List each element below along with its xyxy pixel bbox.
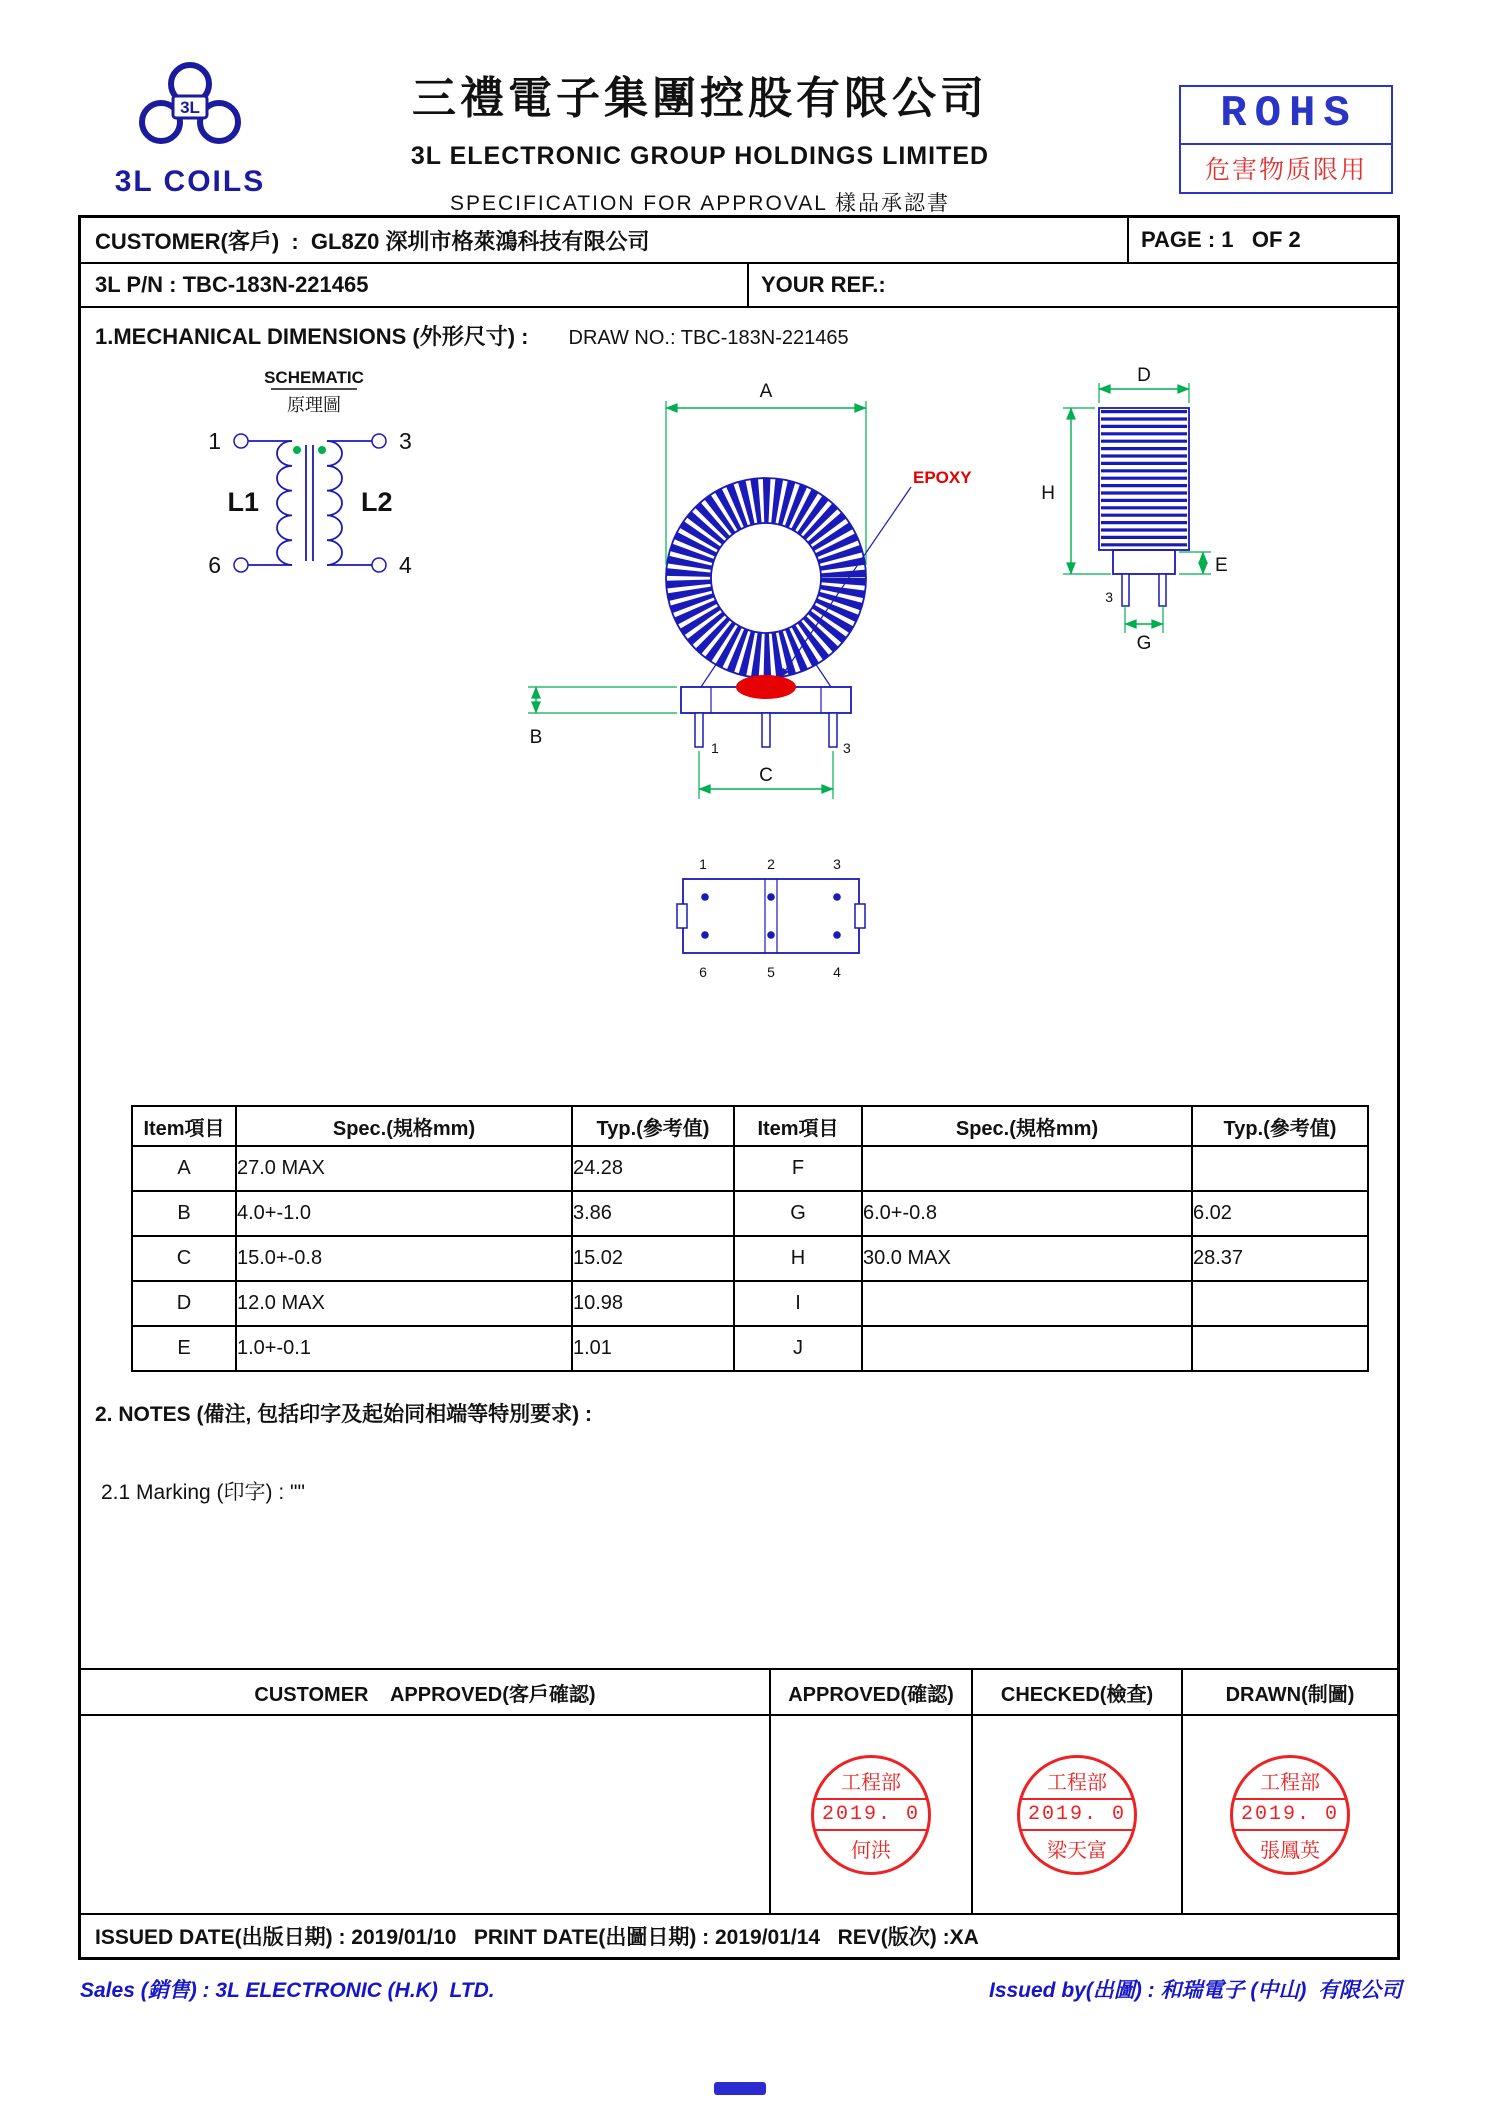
- logo-trefoil-icon: [115, 58, 265, 158]
- part-number: 3L P/N : TBC-183N-221465: [81, 264, 749, 306]
- front-pin-label-3: 3: [843, 740, 851, 756]
- cell-spec: 4.0+-1.0: [236, 1191, 572, 1236]
- table-row: [132, 1146, 1368, 1191]
- dim-h-label: H: [1041, 483, 1055, 504]
- cell-item: H: [734, 1236, 862, 1281]
- logo-mark-text: 3L: [180, 98, 200, 117]
- core-lines: [306, 445, 313, 561]
- col-header-typ1: Typ.(參考值): [572, 1106, 734, 1146]
- drawn-header: DRAWN(制圖): [1181, 1670, 1397, 1714]
- company-logo: [100, 58, 280, 199]
- cell-typ: 15.02: [572, 1236, 734, 1281]
- stamp-date: 2019. 0: [1020, 1798, 1134, 1831]
- stamp-dept: 工程部: [1047, 1772, 1107, 1794]
- cell-item: E: [132, 1326, 236, 1371]
- col-header-spec2: Spec.(規格mm): [862, 1106, 1192, 1146]
- side-pin-right: [1159, 574, 1166, 606]
- side-base: [1113, 550, 1175, 574]
- stamp-name: 梁天富: [1047, 1840, 1107, 1862]
- cell-spec: 27.0 MAX: [236, 1146, 572, 1191]
- document-title: SPECIFICATION FOR APPROVAL 樣品承認書: [449, 192, 950, 215]
- cell-item: D: [132, 1281, 236, 1326]
- customer-cell: [81, 218, 1127, 262]
- header-titles: [310, 62, 1090, 217]
- sales-info: Sales (銷售) : 3L ELECTRONIC (H.K) LTD.: [80, 1979, 495, 2002]
- cell-typ: 3.86: [572, 1191, 734, 1236]
- customer-approved-cell: [81, 1716, 769, 1913]
- issued-by-info: Issued by(出圖) : 和瑞電子 (中山) 有限公司: [988, 1979, 1402, 2002]
- cell-item: G: [734, 1191, 862, 1236]
- cell-spec: 6.0+-0.8: [862, 1191, 1192, 1236]
- cell-item: J: [734, 1326, 862, 1371]
- dim-d-label: D: [1137, 365, 1151, 386]
- side-pin-label: 3: [1105, 589, 1113, 605]
- cell-spec: 30.0 MAX: [862, 1236, 1192, 1281]
- polarity-dot-l2: [318, 446, 326, 454]
- stamp-dept: 工程部: [841, 1772, 901, 1794]
- bottom-pin-label-2: 2: [767, 856, 775, 872]
- front-pin-3: [829, 713, 837, 747]
- approval-body-row: [81, 1716, 1397, 1913]
- rohs-title: ROHS: [1181, 87, 1391, 145]
- cell-spec: 12.0 MAX: [236, 1281, 572, 1326]
- cell-spec: 15.0+-0.8: [236, 1236, 572, 1281]
- your-ref-label: YOUR REF.:: [761, 272, 886, 297]
- coil-l1-symbol: [277, 441, 292, 565]
- dim-a-label: A: [759, 381, 773, 402]
- cell-item: I: [734, 1281, 862, 1326]
- cell-item: C: [132, 1236, 236, 1281]
- dim-g-label: G: [1136, 633, 1152, 654]
- front-pin-1: [695, 713, 703, 747]
- table-row: [132, 1281, 1368, 1326]
- pin-label-6: 6: [208, 552, 221, 578]
- schematic-title: SCHEMATIC: [264, 368, 364, 387]
- bottom-pin-label-3: 3: [833, 856, 841, 872]
- checked-cell: [971, 1716, 1181, 1913]
- front-pin-2: [762, 713, 770, 747]
- company-name-en: 3L ELECTRONIC GROUP HOLDINGS LIMITED: [410, 142, 990, 170]
- coil-label-l1: L1: [227, 487, 259, 517]
- front-pin-label-1: 1: [711, 740, 719, 756]
- cell-spec: [862, 1281, 1192, 1326]
- front-view: [528, 381, 972, 799]
- side-pin-left: [1122, 574, 1129, 606]
- cell-item: F: [734, 1146, 862, 1191]
- stamp-date: 2019. 0: [814, 1798, 928, 1831]
- bottom-view: [677, 856, 865, 980]
- table-row: [132, 1236, 1368, 1281]
- cell-typ: [1192, 1146, 1368, 1191]
- bottom-pin-label-1: 1: [699, 856, 707, 872]
- cell-item: A: [132, 1146, 236, 1191]
- bottom-pin-label-5: 5: [767, 964, 775, 980]
- col-header-spec1: Spec.(規格mm): [236, 1106, 572, 1146]
- terminal-1: [234, 434, 248, 448]
- table-row: [132, 1326, 1368, 1371]
- stamp-name: 張鳳英: [1260, 1840, 1320, 1862]
- col-header-typ2: Typ.(參考值): [1192, 1106, 1368, 1146]
- footprint-notch-left: [677, 904, 687, 928]
- approval-header-row: [81, 1668, 1397, 1716]
- epoxy-label: EPOXY: [913, 468, 972, 487]
- page-bottom-mark: [714, 2082, 766, 2095]
- side-view: [1041, 365, 1227, 654]
- cell-spec: 1.0+-0.1: [236, 1326, 572, 1371]
- rohs-badge: [1179, 85, 1393, 194]
- cell-spec: [862, 1326, 1192, 1371]
- dimension-table: [131, 1105, 1369, 1372]
- terminal-3: [372, 434, 386, 448]
- main-frame: [78, 215, 1400, 1960]
- cell-typ: 6.02: [1192, 1191, 1368, 1236]
- drawn-stamp: [1230, 1755, 1350, 1875]
- bottom-pin-label-4: 4: [833, 964, 841, 980]
- cell-typ: [1192, 1281, 1368, 1326]
- section1-title: 1.MECHANICAL DIMENSIONS (外形尺寸) :: [95, 324, 529, 349]
- coil-l2-symbol: [327, 441, 342, 565]
- logo-text: 3L COILS: [114, 165, 266, 198]
- customer-approved-header: CUSTOMER APPROVED(客戶確認): [254, 1683, 596, 1706]
- coil-label-l2: L2: [361, 487, 393, 517]
- epoxy-blob: [736, 675, 796, 699]
- approved-cell: [769, 1716, 971, 1913]
- terminal-6: [234, 558, 248, 572]
- customer-row: [81, 218, 1397, 264]
- stamp-date: 2019. 0: [1233, 1798, 1347, 1831]
- rohs-subtitle: 危害物质限用: [1204, 156, 1367, 184]
- pin-label-1: 1: [208, 428, 221, 454]
- dim-b-label: B: [529, 727, 543, 748]
- part-number-row: [81, 264, 1397, 308]
- mechanical-drawing: [81, 353, 1401, 1093]
- dim-c-label: C: [759, 765, 773, 786]
- stamp-name: 何洪: [851, 1840, 891, 1862]
- checked-header: CHECKED(檢查): [971, 1670, 1181, 1714]
- approved-stamp: [811, 1755, 931, 1875]
- terminal-4: [372, 558, 386, 572]
- cell-typ: 28.37: [1192, 1236, 1368, 1281]
- cell-typ: 1.01: [572, 1326, 734, 1371]
- footprint-body: [683, 879, 859, 953]
- drawn-cell: [1181, 1716, 1397, 1913]
- checked-stamp: [1017, 1755, 1137, 1875]
- polarity-dot-l1: [293, 446, 301, 454]
- approval-table: [81, 1668, 1397, 1913]
- notes-heading: 2. NOTES (備注, 包括印字及起始同相端等特別要求) :: [95, 1403, 593, 1426]
- draw-no: DRAW NO.: TBC-183N-221465: [568, 327, 849, 349]
- cell-typ: [1192, 1326, 1368, 1371]
- approved-header: APPROVED(確認): [769, 1670, 971, 1714]
- schematic-subtitle: 原理圖: [287, 395, 341, 415]
- section1-heading: [95, 320, 1397, 351]
- cell-typ: 10.98: [572, 1281, 734, 1326]
- col-header-item1: Item項目: [132, 1106, 236, 1146]
- stamp-dept: 工程部: [1260, 1772, 1320, 1794]
- page-info: PAGE : 1 OF 2: [1127, 218, 1397, 262]
- company-name-cn: 三禮電子集團控股有限公司: [412, 74, 988, 123]
- dimension-table-header: [132, 1106, 1368, 1146]
- footprint-notch-right: [855, 904, 865, 928]
- dim-e-label: E: [1215, 555, 1228, 576]
- cell-item: B: [132, 1191, 236, 1236]
- pin-label-4: 4: [399, 552, 412, 578]
- table-row: [132, 1191, 1368, 1236]
- page-footer: [80, 1974, 1402, 2004]
- pin-label-3: 3: [399, 428, 412, 454]
- cell-spec: [862, 1146, 1192, 1191]
- cell-typ: 24.28: [572, 1146, 734, 1191]
- issued-date-row: ISSUED DATE(出版日期) : 2019/01/10 PRINT DATE(出圖日期) : 2019/01/14 REV(版次) :XA: [81, 1913, 1397, 1957]
- schematic-view: [208, 368, 412, 578]
- customer-label: CUSTOMER(客戶) :: [95, 228, 311, 254]
- marking-note: 2.1 Marking (印字) : "": [101, 1481, 305, 1504]
- bottom-pin-label-6: 6: [699, 964, 707, 980]
- customer-value: GL8Z0 深圳市格萊鴻科技有限公司: [310, 228, 650, 254]
- col-header-item2: Item項目: [734, 1106, 862, 1146]
